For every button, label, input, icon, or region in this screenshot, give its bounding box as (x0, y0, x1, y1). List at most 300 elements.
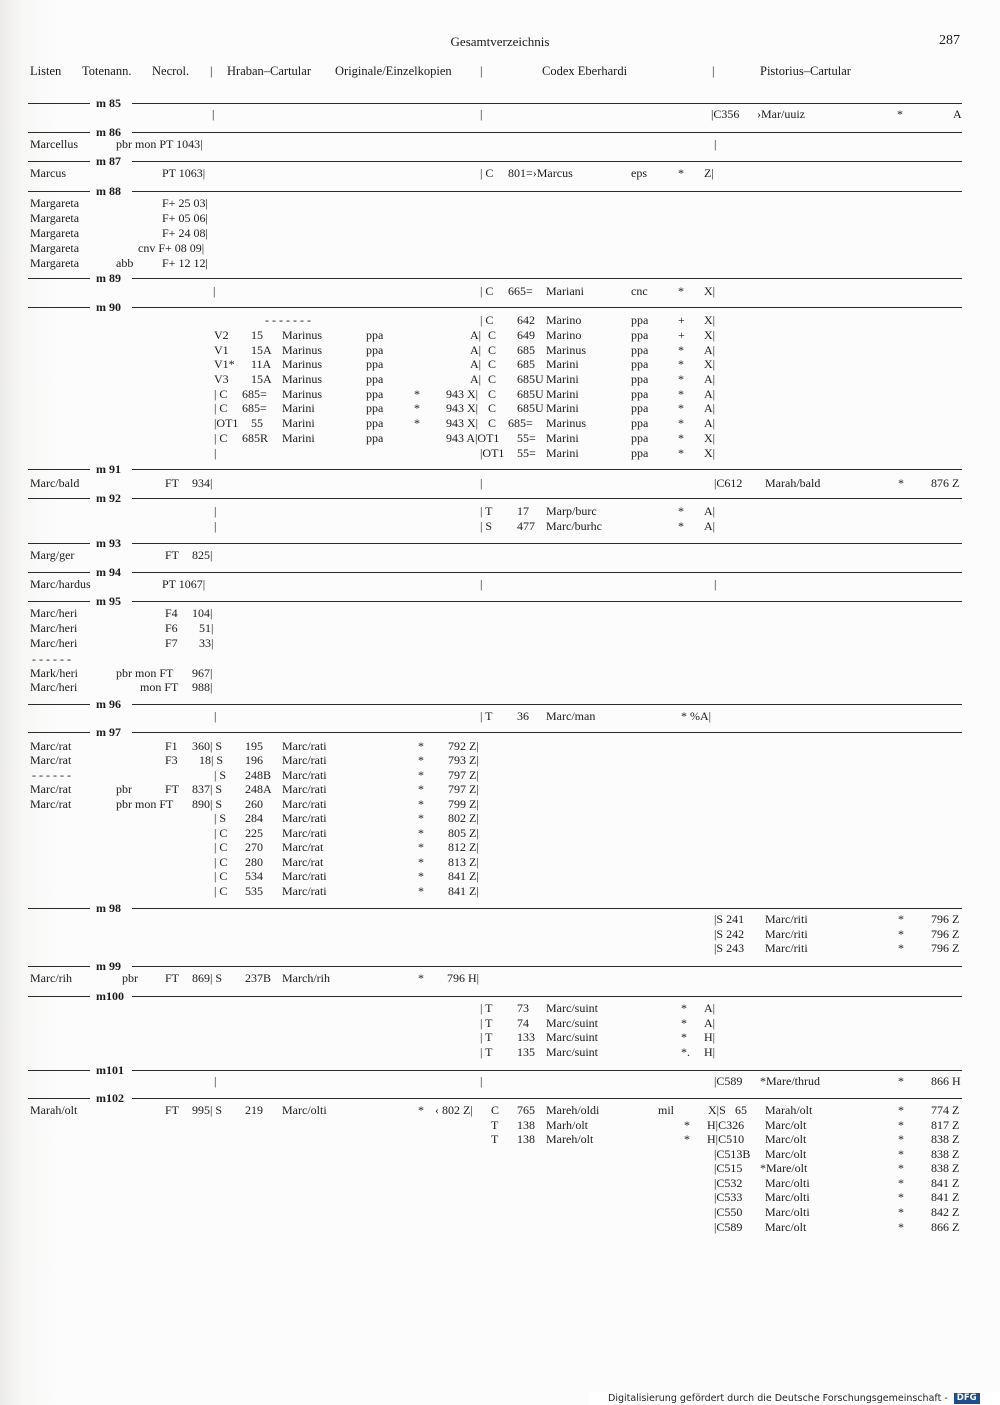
table-cell: | (714, 577, 717, 591)
table-cell: V2 (214, 328, 229, 342)
dash-separator: - - - - - - (32, 768, 71, 782)
table-cell: mon FT (140, 680, 179, 694)
table-cell: Marinus (282, 343, 322, 357)
table-cell: F+ 12 12| (162, 256, 208, 270)
table-cell: ppa (631, 387, 649, 401)
section-rule (132, 307, 962, 308)
table-cell: 477 (517, 519, 535, 533)
section-rule (28, 996, 90, 997)
table-cell: * (418, 739, 424, 753)
table-cell: Marc/riti (765, 941, 808, 955)
table-cell: ppa (631, 313, 649, 327)
table-cell: * (418, 971, 424, 985)
table-cell: Marini (282, 401, 315, 415)
table-cell: |S 243 (714, 941, 745, 955)
table-cell: * (898, 1074, 904, 1088)
table-cell: |S 242 (714, 927, 745, 941)
section-rule (28, 161, 90, 162)
table-cell: | (214, 504, 217, 518)
table-cell: * (684, 1132, 690, 1146)
table-cell: Marc/olt (765, 1118, 807, 1132)
section-rule (28, 966, 90, 967)
section-rule (28, 498, 90, 499)
table-cell: |C513B (714, 1147, 751, 1161)
table-cell: C (488, 387, 497, 401)
table-cell: Marinus (282, 387, 322, 401)
table-cell: Marc/suint (546, 1001, 598, 1015)
table-cell: F3 (165, 753, 178, 767)
section-rule (28, 103, 90, 104)
table-cell: * (898, 1132, 904, 1146)
table-cell: |C550 (714, 1205, 743, 1219)
table-cell: Marc/rat (30, 753, 72, 767)
table-cell: 685U (517, 387, 544, 401)
section-marker: m 97 (96, 725, 121, 739)
table-cell: Marc/rati (282, 869, 327, 883)
table-cell: A| (704, 416, 716, 430)
table-cell: ppa (631, 328, 649, 342)
table-cell: Mareh/olt (546, 1132, 594, 1146)
table-cell: ppa (631, 372, 649, 386)
table-cell: C (488, 328, 497, 342)
table-cell: * (418, 840, 424, 854)
table-cell: Marc/suint (546, 1016, 598, 1030)
table-cell: C (488, 401, 497, 415)
table-cell: Marc/rati (282, 884, 327, 898)
table-cell: * (678, 416, 684, 430)
table-cell: 534 (245, 869, 263, 883)
table-cell: 133 (517, 1030, 535, 1044)
table-cell: eps (631, 166, 647, 180)
table-cell: * %A| (681, 709, 712, 723)
table-cell: Margareta (30, 211, 80, 225)
table-cell: V3 (214, 372, 229, 386)
table-cell: 685R (242, 431, 269, 445)
table-cell: 15A (251, 343, 272, 357)
table-cell: Margareta (30, 196, 80, 210)
table-cell: Marc/suint (546, 1030, 598, 1044)
table-cell: |C533 (714, 1190, 743, 1204)
table-cell: | C (214, 855, 228, 869)
table-cell: * (418, 797, 424, 811)
table-cell: 866 H (931, 1074, 961, 1088)
table-cell: * (678, 431, 684, 445)
table-cell: 774 Z (931, 1103, 960, 1117)
table-cell: Marah/olt (765, 1103, 813, 1117)
table-cell: X| (704, 328, 716, 342)
section-marker: m 87 (96, 154, 121, 168)
table-cell: X| (704, 313, 716, 327)
table-cell: 802 Z| (448, 811, 479, 825)
table-cell: 74 (517, 1016, 529, 1030)
table-cell: 649 (517, 328, 535, 342)
table-cell: 796 H| (447, 971, 480, 985)
column-header: Codex Eberhardi (542, 64, 628, 78)
table-cell: 869| S (192, 971, 223, 985)
section-rule (28, 572, 90, 573)
table-cell: FT (165, 782, 180, 796)
table-cell: * (418, 782, 424, 796)
section-marker: m 85 (96, 96, 121, 110)
table-cell: C (488, 357, 497, 371)
table-cell: 943 X| (446, 416, 479, 430)
table-cell: 817 Z (931, 1118, 960, 1132)
table-cell: 685= (242, 401, 267, 415)
section-rule (132, 996, 962, 997)
section-rule (28, 732, 90, 733)
table-cell: 797 Z| (448, 768, 479, 782)
table-cell: 104| (192, 606, 213, 620)
table-cell: * (681, 1030, 687, 1044)
table-cell: | (480, 577, 483, 591)
table-cell: | T (480, 1030, 493, 1044)
table-cell: | C (214, 826, 228, 840)
table-cell: Z| (704, 166, 714, 180)
table-cell: mil (658, 1103, 675, 1117)
table-cell: 15A (251, 372, 272, 386)
table-cell: 219 (245, 1103, 263, 1117)
table-cell: Marc/hardus (30, 577, 91, 591)
table-cell: 685U (517, 401, 544, 415)
table-cell: F7 (165, 636, 178, 650)
table-cell: |C532 (714, 1176, 743, 1190)
table-cell: Margareta (30, 241, 80, 255)
table-cell: 866 Z (931, 1220, 960, 1234)
table-cell: ppa (366, 416, 384, 430)
table-cell: * (898, 1190, 904, 1204)
table-cell: Marc/rat (30, 797, 72, 811)
section-marker: m100 (96, 989, 124, 1003)
table-cell: 812 Z| (448, 840, 479, 854)
table-cell: 796 Z (931, 941, 960, 955)
table-cell: | C (480, 166, 494, 180)
section-marker: m101 (96, 1063, 124, 1077)
table-cell: A| (470, 372, 482, 386)
table-cell: 270 (245, 840, 263, 854)
table-cell: 36 (517, 709, 529, 723)
column-header: Totenann. (82, 64, 132, 78)
table-cell: 841 Z (931, 1190, 960, 1204)
table-cell: 11A (251, 357, 272, 371)
table-cell: * (414, 401, 420, 415)
table-cell: A| (704, 519, 716, 533)
table-cell: Marc/burhc (546, 519, 602, 533)
table-cell: | C (480, 313, 494, 327)
table-cell: * (678, 446, 684, 460)
table-cell: | C (214, 840, 228, 854)
table-cell: |C356 (711, 107, 740, 121)
table-cell: Marc/riti (765, 927, 808, 941)
table-cell: | (480, 476, 483, 490)
table-cell: | (214, 519, 217, 533)
section-marker: m 98 (96, 901, 121, 915)
section-marker: m 92 (96, 491, 121, 505)
table-cell: 685U (517, 372, 544, 386)
section-rule (132, 1098, 962, 1099)
table-cell: ppa (631, 343, 649, 357)
table-cell: Marc/rat (282, 855, 324, 869)
table-cell: Marc/heri (30, 606, 78, 620)
section-rule (28, 601, 90, 602)
table-cell: Marc/rat (282, 840, 324, 854)
table-cell: X| (704, 357, 716, 371)
table-cell: 838 Z (931, 1147, 960, 1161)
table-cell: Marc/rati (282, 811, 327, 825)
table-cell: | C (214, 869, 228, 883)
table-cell: 796 Z (931, 927, 960, 941)
table-cell: * (898, 941, 904, 955)
table-cell: * (414, 387, 420, 401)
table-cell: V1* (214, 357, 235, 371)
table-cell: X| (704, 446, 716, 460)
table-cell: Marc/heri (30, 636, 78, 650)
column-header: | (712, 64, 715, 78)
table-cell: cnv F+ 08 09| (138, 241, 205, 255)
table-cell: A| (704, 1001, 716, 1015)
table-cell: Margareta (30, 226, 80, 240)
table-cell: Marini (546, 431, 579, 445)
table-cell: * (418, 855, 424, 869)
table-cell: 825| (192, 548, 213, 562)
table-cell: Marc/rati (282, 782, 327, 796)
section-rule (132, 704, 962, 705)
table-cell: 33| (199, 636, 214, 650)
section-marker: m 93 (96, 536, 121, 550)
table-cell: ppa (366, 401, 384, 415)
section-marker: m 99 (96, 959, 121, 973)
table-cell: F+ 25 03| (162, 196, 208, 210)
table-cell: X| (704, 284, 716, 298)
table-cell: A| (704, 387, 716, 401)
table-cell: | (480, 107, 483, 121)
table-cell: * (678, 357, 684, 371)
table-cell: pbr (122, 971, 138, 985)
table-cell: 841 Z (931, 1176, 960, 1190)
table-cell: Marc/heri (30, 621, 78, 635)
table-cell: A| (704, 343, 716, 357)
table-cell: pbr mon FT (116, 797, 174, 811)
table-cell: Marc/man (546, 709, 596, 723)
table-cell: F+ 24 08| (162, 226, 208, 240)
table-cell: 876 Z (931, 476, 960, 490)
table-cell: | (213, 284, 216, 298)
table-cell: 801=›Marcus (508, 166, 573, 180)
section-rule (28, 1098, 90, 1099)
column-header: | (210, 64, 213, 78)
table-cell: 685 (517, 343, 535, 357)
section-rule (28, 278, 90, 279)
table-cell: Marini (546, 387, 579, 401)
table-cell: * (898, 1161, 904, 1175)
table-cell: Marinus (282, 372, 322, 386)
table-cell: Marc/olti (765, 1190, 810, 1204)
section-rule (132, 908, 962, 909)
table-cell: * (678, 387, 684, 401)
table-cell: ppa (366, 343, 384, 357)
section-marker: m 96 (96, 697, 121, 711)
table-cell: F+ 05 06| (162, 211, 208, 225)
table-cell: 15 (251, 328, 263, 342)
table-cell: Mareh/oldi (546, 1103, 600, 1117)
dash-separator: - - - - - - - (265, 313, 311, 327)
table-cell: Marc/rih (30, 971, 72, 985)
table-cell: A| (704, 1016, 716, 1030)
table-cell: * (681, 1016, 687, 1030)
column-header: Originale/Einzelkopien (335, 64, 452, 78)
table-cell: pbr mon FT (116, 666, 174, 680)
table-cell: Marino (546, 328, 582, 342)
table-cell: Marc/bald (30, 476, 80, 490)
section-rule (132, 966, 962, 967)
table-cell: 799 Z| (448, 797, 479, 811)
table-cell: * (678, 166, 684, 180)
table-cell: 685= (242, 387, 267, 401)
table-cell: 138 (517, 1132, 535, 1146)
table-cell: 838 Z (931, 1161, 960, 1175)
table-cell: C (491, 1103, 500, 1117)
section-rule (132, 572, 962, 573)
table-cell: Marc/olti (282, 1103, 327, 1117)
table-cell: | T (480, 1045, 493, 1059)
table-cell: A| (704, 401, 716, 415)
table-cell: 248A (245, 782, 272, 796)
section-rule (132, 103, 962, 104)
table-cell: |C612 (714, 476, 743, 490)
table-cell: A (953, 107, 962, 121)
table-cell: * (684, 1118, 690, 1132)
table-cell: * (418, 826, 424, 840)
table-cell: 797 Z| (448, 782, 479, 796)
table-cell: * (418, 884, 424, 898)
section-rule (28, 469, 90, 470)
table-cell: ppa (366, 372, 384, 386)
table-cell: 196 (245, 753, 263, 767)
table-cell: A| (470, 343, 482, 357)
table-cell: 665= (508, 284, 533, 298)
table-cell: * (898, 912, 904, 926)
section-rule (132, 498, 962, 499)
table-cell: H| (704, 1045, 716, 1059)
table-cell: Marini (546, 372, 579, 386)
table-cell: 55= (517, 446, 536, 460)
section-rule (28, 704, 90, 705)
table-cell: 685= (508, 416, 533, 430)
table-cell: Marc/olt (765, 1220, 807, 1234)
table-cell: 793 Z| (448, 753, 479, 767)
table-cell: Marc/rati (282, 739, 327, 753)
table-cell: * (678, 372, 684, 386)
section-rule (132, 543, 962, 544)
section-rule (132, 469, 962, 470)
table-cell: * (897, 107, 903, 121)
table-cell: * (898, 1118, 904, 1132)
section-rule (28, 307, 90, 308)
table-cell: 135 (517, 1045, 535, 1059)
running-title: Gesamtverzeichnis (450, 34, 550, 49)
table-cell: 967| (192, 666, 213, 680)
column-header: Hraban–Cartular (227, 64, 311, 78)
table-cell: C (488, 416, 497, 430)
table-cell: Marc/riti (765, 912, 808, 926)
section-rule (28, 132, 90, 133)
table-cell: 943 X| (446, 387, 479, 401)
table-cell: 837| S (192, 782, 223, 796)
table-cell: 284 (245, 811, 263, 825)
table-cell: Marinus (546, 416, 586, 430)
table-cell: FT (165, 1103, 180, 1117)
section-marker: m102 (96, 1091, 124, 1105)
table-cell: ppa (631, 416, 649, 430)
table-cell: | (480, 1074, 483, 1088)
table-cell: Marc/rati (282, 753, 327, 767)
table-cell: Mariani (546, 284, 584, 298)
table-cell: 73 (517, 1001, 529, 1015)
table-cell: ppa (631, 401, 649, 415)
table-cell: A| (470, 357, 482, 371)
table-cell: * (898, 927, 904, 941)
table-cell: Marini (546, 401, 579, 415)
table-cell: * (678, 504, 684, 518)
section-rule (132, 732, 962, 733)
table-cell: * (418, 768, 424, 782)
section-rule (132, 132, 962, 133)
table-cell: Marini (546, 357, 579, 371)
table-cell: | (212, 107, 215, 121)
page-number: 287 (939, 33, 960, 48)
table-cell: A| (704, 372, 716, 386)
table-cell: + (678, 313, 685, 327)
table-cell: Marc/heri (30, 680, 78, 694)
table-cell: T (491, 1132, 499, 1146)
table-cell: 642 (517, 313, 535, 327)
table-cell: ppa (631, 431, 649, 445)
table-cell: | C (214, 401, 228, 415)
table-cell: |S 241 (714, 912, 745, 926)
section-rule (132, 191, 962, 192)
table-cell: FT (165, 548, 180, 562)
column-header: | (480, 64, 483, 78)
table-cell: | T (480, 504, 493, 518)
table-cell: FT (165, 476, 180, 490)
table-cell: 55 (251, 416, 263, 430)
table-cell: H|C510 (707, 1132, 745, 1146)
table-cell: F1 (165, 739, 178, 753)
table-cell: | T (480, 1016, 493, 1030)
table-cell: 17 (517, 504, 529, 518)
table-cell: *. (681, 1045, 690, 1059)
table-cell: March/rih (282, 971, 330, 985)
table-cell: | T (480, 709, 493, 723)
table-cell: | C (214, 387, 228, 401)
table-cell: 813 Z| (448, 855, 479, 869)
table-cell: Marc/rat (30, 739, 72, 753)
table-cell: cnc (631, 284, 648, 298)
table-cell: * (898, 1176, 904, 1190)
section-rule (28, 1070, 90, 1071)
table-cell: 943 X| (446, 401, 479, 415)
table-cell: * (418, 811, 424, 825)
table-cell: *Mare/thrud (760, 1074, 820, 1088)
table-cell: 988| (192, 680, 213, 694)
table-cell: * (898, 1103, 904, 1117)
table-cell: 842 Z (931, 1205, 960, 1219)
table-cell: * (678, 519, 684, 533)
table-cell: ppa (631, 357, 649, 371)
section-rule (132, 601, 962, 602)
table-cell: ppa (366, 357, 384, 371)
table-cell: * (678, 284, 684, 298)
table-cell: T (491, 1118, 499, 1132)
